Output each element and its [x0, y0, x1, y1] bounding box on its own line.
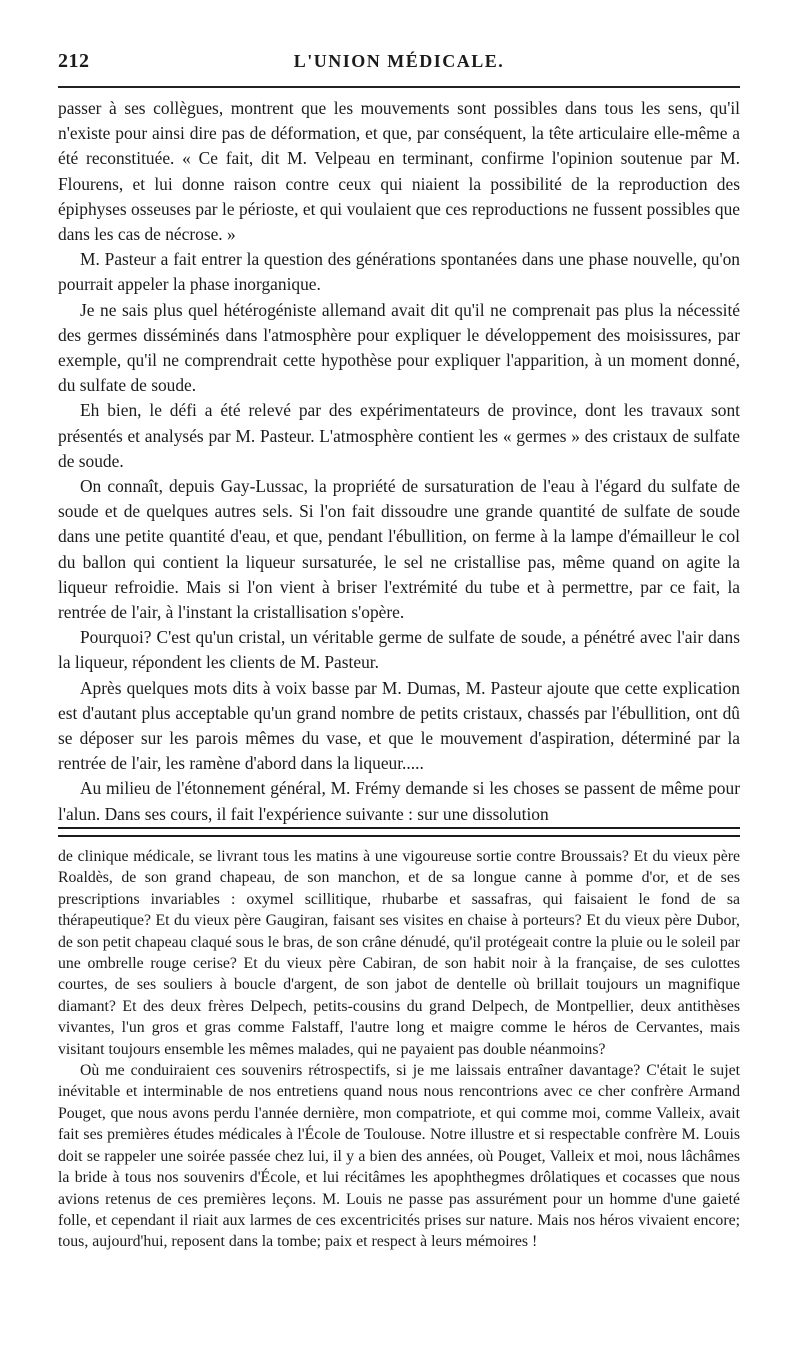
- paragraph: Au milieu de l'étonnement général, M. Frémy demande si les choses se passent de même pour l'alun. Dans ses cours, il fait l'expérience suivante : sur une dissolution: [58, 778, 740, 824]
- paragraph: passer à ses collègues, montrent que les mouvements sont possibles dans tous les sens, qu'il n'existe pour ainsi dire pas de déformation, et que, par conséquent, la tête articulaire elle-même a été reconstituée. « Ce fait, dit M. Velpeau en terminant, confirme l'opinion soutenue par M. Flourens, et lui donne raison contre ceux qui niaient la possibilité de la reproduction des épiphyses osseuses par le périoste, et qui voulaient que ces reproductions ne fussent possibles que dans les cas de nécrose. »: [58, 98, 740, 245]
- paragraph: Pourquoi? C'est qu'un cristal, un véritable germe de sulfate de soude, a pénétré avec l'air dans la liqueur, répondent les clients de M. Pasteur.: [58, 627, 740, 673]
- paragraph: On connaît, depuis Gay-Lussac, la propriété de sursaturation de l'eau à l'égard du sulfate de soude et de quelques autres sels. Si l'on fait dissoudre une grande quantité de sulfate de soude dans une petite quantité d'eau, et que, pendant l'ébullition, on ferme à la lampe d'émailleur le col du ballon qui contient la liqueur sursaturée, le sel ne cristallise pas, même quand on agite la liqueur refroidie. Mais si l'on vient à briser l'extrémité du tube et à permettre, par ce fait, la rentrée de l'air, à l'instant la cristallisation s'opère.: [58, 476, 740, 623]
- paragraph: M. Pasteur a fait entrer la question des générations spontanées dans une phase nouvelle, qu'on pourrait appeler la phase inorganique.: [58, 249, 740, 295]
- paragraph: Après quelques mots dits à voix basse par M. Dumas, M. Pasteur ajoute que cette explication est d'autant plus acceptable qu'un grand nombre de petits cristaux, chassés par l'ébullition, ont dû se déposer sur les parois mêmes du vase, et que le mouvement d'aspiration, déterminé par la rentrée de l'air, les ramène d'abord dans la liqueur.....: [58, 677, 740, 774]
- page-number: 212: [58, 50, 90, 72]
- feuilleton-paragraph: Où me conduiraient ces souvenirs rétrospectifs, si je me laissais entraîner davantage? C'était le sujet inévitable et interminable de nos entretiens quand nous nous rencontrions avec ce cher confrère Armand Pouget, que nous avons perdu l'année dernière, mon compatriote, et qui comme moi, comme Valleix, avait fait ses premières études médicales à l'École de Toulouse. Notre illustre et si respectable confrère M. Louis doit se rappeler une soirée passée chez lui, il y a bien des années, où Pouget, Valleix et moi, nous lâchâmes la bride à tous nos souvenirs d'École, et lui récitâmes les apophthegmes drôlatiques et cocasses que nous avions retenus de ces premières leçons. M. Louis ne passe pas assurément pour un homme d'une gaieté folle, et cependant il riait aux larmes de ces excentricités prises sur nature. Mais nos héros vivaient encore; tous, aujourd'hui, reposent dans la tombe; paix et respect à leurs mémoires !: [58, 1062, 740, 1251]
- main-article: [58, 96, 740, 827]
- feuilleton-paragraph: de clinique médicale, se livrant tous les matins à une vigoureuse sortie contre Broussais? Et du vieux père Roaldès, de son grand chapeau, de son manchon, et de sa longue canne à pomme d'or, et de ses prescriptions invariables : oxymel scillitique, rhubarbe et sassafras, qui faisaient le fond de sa thérapeutique? Et du vieux père Gaugiran, faisant ses visites en chaise à porteurs? Et du vieux père Dubor, de son petit chapeau claqué sous le bras, de son crâne dénudé, qu'il protégeait contre la pluie ou le soleil par une ombrelle rouge cerise? Et du vieux père Cabiran, de son habit noir à la française, de ses culottes courtes, de ses souliers à boucle d'argent, de son jabot de dentelle où brillait toujours un magnifique diamant? Et des deux frères Delpech, petits-cousins du grand Delpech, de Montpellier, deux antithèses vivantes, l'un gros et gras comme Falstaff, l'autre long et maigre comme le héros de Cervantes, mais visitant toujours ensemble les mêmes malades, qui ne payaient pas double néanmoins?: [58, 848, 740, 1058]
- page-header: [58, 50, 740, 78]
- feuilleton-section: [58, 846, 740, 1253]
- running-title: L'UNION MÉDICALE.: [293, 51, 505, 71]
- paragraph: Eh bien, le défi a été relevé par des expérimentateurs de province, dont les travaux sont présentés et analysés par M. Pasteur. L'atmosphère contient les « germes » des cristaux de sulfate de soude.: [58, 400, 740, 471]
- feuilleton-separator: [58, 827, 740, 837]
- paragraph: Je ne sais plus quel hétérogéniste allemand avait dit qu'il ne comprenait pas plus la nécessité des germes disséminés dans l'atmosphère pour expliquer le développement des moisissures, par exemple, qu'il ne comprendrait cette hypothèse pour expliquer l'apparition, à un moment donné, du sulfate de soude.: [58, 299, 740, 396]
- header-rule: [58, 86, 740, 88]
